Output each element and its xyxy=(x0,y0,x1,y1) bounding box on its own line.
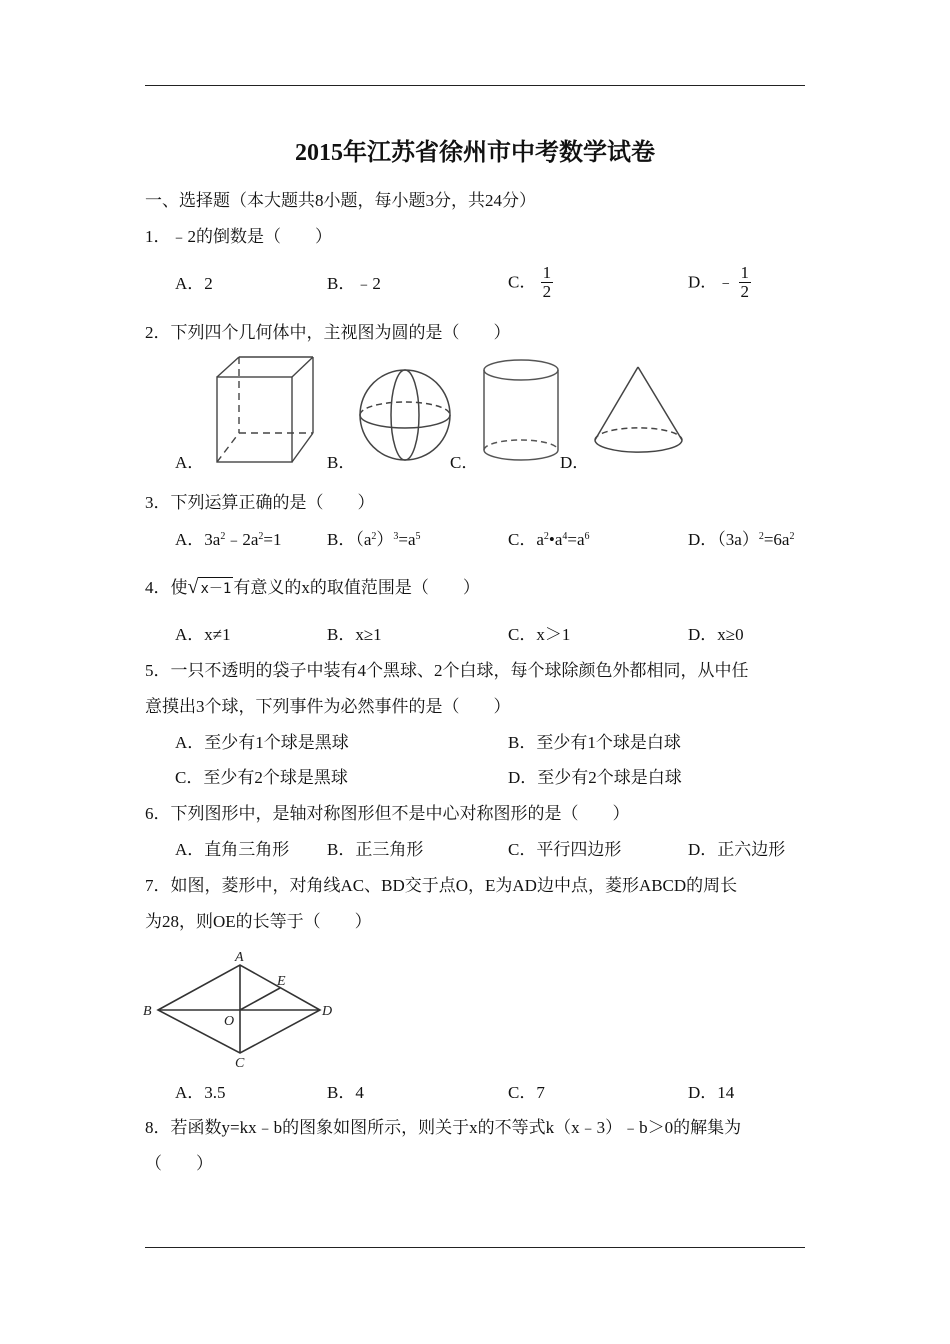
footer-rule xyxy=(145,1247,805,1248)
exponent: 2 xyxy=(258,531,264,542)
fraction-denominator: 2 xyxy=(542,282,552,301)
sphere-figure xyxy=(358,368,454,464)
q2-option-a: A． xyxy=(175,453,205,472)
q2-option-c: C． xyxy=(450,453,479,472)
q1-stem: 1．﹣2的倒数是（ ） xyxy=(145,227,332,246)
exponent: 2 xyxy=(371,531,377,542)
radical-sign: √ xyxy=(187,576,199,598)
q4-stem-prefix: 4．使 xyxy=(145,578,188,597)
fraction-denominator: 2 xyxy=(740,282,750,301)
q3-d-base: D．（3a） xyxy=(688,530,759,549)
q3-c-result: =a xyxy=(567,530,585,549)
q3-c-mid: •a xyxy=(548,530,563,549)
q5-option-b: B．至少有1个球是白球 xyxy=(508,733,681,752)
fraction-numerator: 1 xyxy=(542,263,552,282)
q5-stem-line1: 5．一只不透明的袋子中装有4个黑球、2个白球，每个球除颜色外都相同，从中任 xyxy=(145,661,749,680)
q6-option-c: C．平行四边形 xyxy=(508,840,622,859)
q4-option-d: D．x≥0 xyxy=(688,625,744,644)
point-label-o: O xyxy=(224,1014,235,1029)
q4-option-c: C．x＞1 xyxy=(508,625,571,644)
exponent: 4 xyxy=(562,531,568,542)
q5-option-c: C．至少有2个球是黑球 xyxy=(175,768,348,787)
q3-stem: 3．下列运算正确的是（ ） xyxy=(145,493,375,512)
q6-stem: 6．下列图形中，是轴对称图形但不是中心对称图形的是（ ） xyxy=(145,804,630,823)
header-rule xyxy=(145,85,805,86)
exponent: 3 xyxy=(393,531,399,542)
q5-option-d: D．至少有2个球是白球 xyxy=(508,768,682,787)
fraction-numerator: 1 xyxy=(740,263,750,282)
q3-b-result: =a xyxy=(398,530,416,549)
q5-option-a: A．至少有1个球是黑球 xyxy=(175,733,349,752)
q1-option-b: B．﹣2 xyxy=(327,274,381,293)
q3-b-base: B．（a xyxy=(327,530,372,549)
q3-option-d xyxy=(688,529,794,551)
q1-option-a: A．2 xyxy=(175,274,213,293)
q3-a-result: =1 xyxy=(263,530,282,549)
q3-option-b xyxy=(327,529,421,551)
exponent: 2 xyxy=(789,531,795,542)
vertex-label-a: A xyxy=(235,950,244,965)
q4-radicand: x－1 xyxy=(198,577,233,600)
exponent: 2 xyxy=(220,531,226,542)
q5-stem-line2: 意摸出3个球，下列事件为必然事件的是（ ） xyxy=(145,697,511,716)
point-label-e: E xyxy=(277,974,286,989)
q7-stem-line1: 7．如图，菱形中，对角线AC、BD交于点O，E为AD边中点，菱形ABCD的周长 xyxy=(145,876,738,895)
q7-option-b: B．4 xyxy=(327,1083,364,1102)
q3-c-base: C．a xyxy=(508,530,544,549)
q1-option-c-fraction xyxy=(541,264,554,301)
q3-option-c xyxy=(508,529,590,551)
q2-stem: 2．下列四个几何体中，主视图为圆的是（ ） xyxy=(145,323,511,342)
q3-a-base: A．3a xyxy=(175,530,221,549)
q7-option-a: A．3.5 xyxy=(175,1083,226,1102)
q3-d-result: =6a xyxy=(763,530,790,549)
vertex-label-c: C xyxy=(235,1056,245,1071)
page-title: 2015年江苏省徐州市中考数学试卷 xyxy=(295,140,655,166)
q1-option-d-label: D．﹣ xyxy=(688,272,735,292)
cone-figure xyxy=(592,365,686,457)
q8-stem-line2: （ ） xyxy=(145,1154,213,1173)
q3-option-a xyxy=(175,529,281,551)
q2-option-b: B． xyxy=(327,453,356,472)
rhombus-figure xyxy=(140,945,340,1070)
q1-option-c xyxy=(508,264,553,301)
exponent: 2 xyxy=(543,531,549,542)
q6-option-d: D．正六边形 xyxy=(688,840,786,859)
q6-option-b: B．正三角形 xyxy=(327,840,424,859)
q4-stem-suffix: 有意义的x的取值范围是（ ） xyxy=(233,578,480,597)
cylinder-figure xyxy=(482,358,562,464)
q7-option-c: C．7 xyxy=(508,1083,545,1102)
q7-option-d: D．14 xyxy=(688,1083,735,1102)
vertex-label-b: B xyxy=(143,1004,152,1019)
q4-option-a: A．x≠1 xyxy=(175,625,231,644)
cube-figure xyxy=(215,355,315,465)
q4-option-b: B．x≥1 xyxy=(327,625,382,644)
vertex-label-d: D xyxy=(322,1004,333,1019)
q3-a-mid: ﹣2a xyxy=(225,530,259,549)
section-heading: 一、选择题（本大题共8小题，每小题3分，共24分） xyxy=(145,191,536,210)
q6-option-a: A．直角三角形 xyxy=(175,840,290,859)
q3-b-mid: ） xyxy=(376,530,394,549)
q1-option-d-fraction xyxy=(739,264,752,301)
q8-stem-line1: 8．若函数y=kx﹣b的图象如图所示，则关于x的不等式k（x﹣3）﹣b＞0的解集为 xyxy=(145,1118,742,1137)
q7-stem-line2: 为28，则OE的长等于（ ） xyxy=(145,912,372,931)
exponent: 6 xyxy=(584,531,590,542)
q4-stem xyxy=(145,576,480,600)
exponent: 2 xyxy=(758,531,764,542)
exponent: 5 xyxy=(415,531,421,542)
q1-option-c-label: C． xyxy=(508,272,537,292)
q2-option-d: D． xyxy=(560,453,590,472)
q1-option-d xyxy=(688,264,751,301)
